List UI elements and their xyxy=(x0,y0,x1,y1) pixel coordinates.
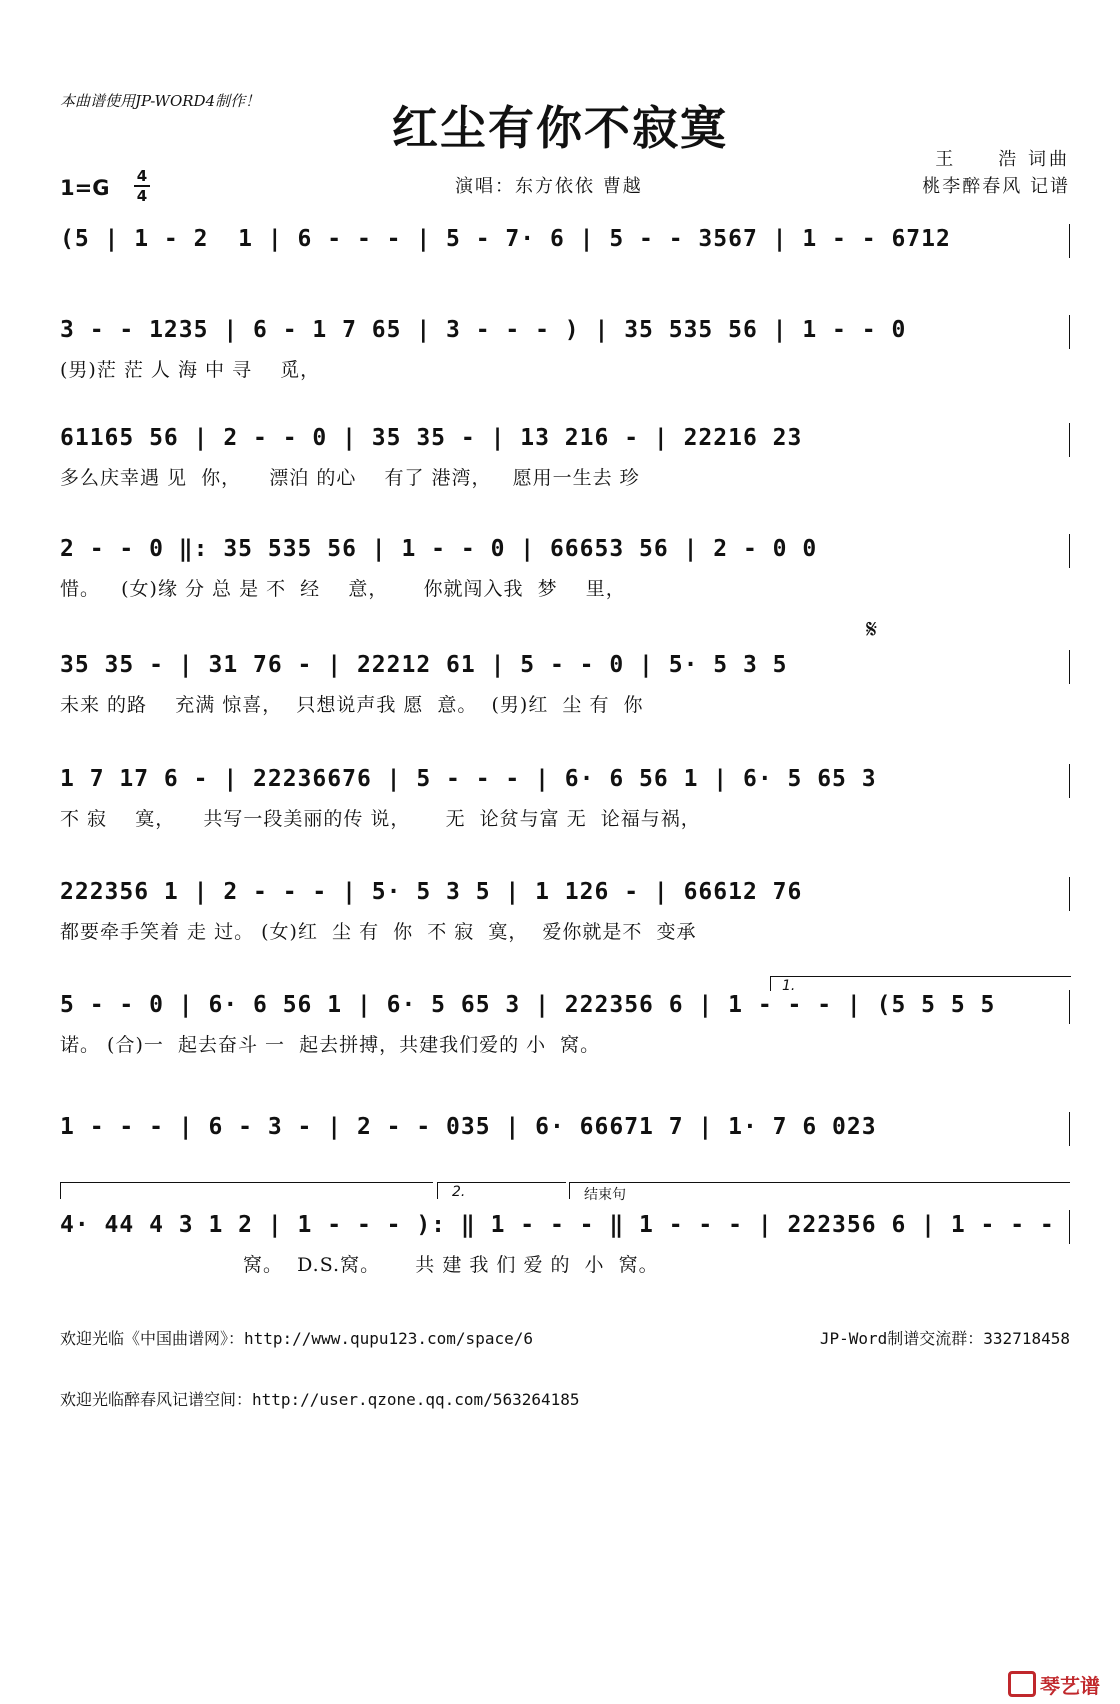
final-prev-bracket xyxy=(60,1182,433,1199)
lyrics-line: 惜。 (女)缘 分 总 是 不 经 意， 你就闯入我 梦 里， xyxy=(60,578,626,600)
key-signature: 1=G xyxy=(60,176,110,200)
notation-line: 5 - - 0 | 6· 6 56 1 | 6· 5 65 3 | 222356 6 | 1 - - - | (5 5 5 5 xyxy=(60,992,996,1018)
ending-bracket xyxy=(569,1182,1070,1199)
segno-sign: 𝄋 xyxy=(866,615,878,645)
notation-line: 35 35 - | 31 76 - | 22212 61 | 5 - - 0 | 5· 5 3 5 xyxy=(60,652,788,678)
end-barline xyxy=(1069,1210,1070,1244)
singer-credit: 演唱：东方依依 曹越 xyxy=(455,176,643,197)
end-barline xyxy=(1069,764,1070,798)
ending-label: 结束句 xyxy=(584,1187,626,1203)
notation-line: (5 | 1 - 2 1 | 6 - - - | 5 - 7· 6 | 5 - - 3567 | 1 - - 6712 xyxy=(60,226,951,252)
volta-1-label: 1. xyxy=(782,978,796,994)
end-barline xyxy=(1069,877,1070,911)
lyrics-line: 诺。 (合)一 起去奋斗 一 起去拼搏，共建我们爱的 小 窝。 xyxy=(60,1034,601,1056)
lyrics-line: 窝。 D.S.窝。 共 建 我 们 爱 的 小 窝。 xyxy=(60,1254,659,1276)
transcriber-credit: 桃李醉春风 记谱 xyxy=(922,176,1070,197)
watermark-icon xyxy=(1008,1671,1036,1697)
song-title: 红尘有你不寂寞 xyxy=(392,101,728,155)
footer-site-link: 欢迎光临《中国曲谱网》：http://www.qupu123.com/space/6 xyxy=(60,1329,533,1348)
notation-line: 4· 44 4 3 1 2 | 1 - - - ): ‖ 1 - - - ‖ 1 - - - | 222356 6 | 1 - - - xyxy=(60,1212,1055,1238)
notation-line: 61165 56 | 2 - - 0 | 35 35 - | 13 216 - | 22216 23 xyxy=(60,425,803,451)
lyrics-line: 不 寂 寞， 共写一段美丽的传 说， 无 论贫与富 无 论福与祸， xyxy=(60,808,701,830)
end-barline xyxy=(1069,315,1070,349)
end-barline xyxy=(1069,1112,1070,1146)
footer-qzone-link: 欢迎光临醉春风记谱空间：http://user.qzone.qq.com/563264185 xyxy=(60,1390,580,1409)
volta-2-label: 2. xyxy=(452,1184,466,1200)
volta-1-bracket xyxy=(770,976,1071,991)
time-signature-bottom: 4 xyxy=(136,187,148,205)
watermark-logo xyxy=(1008,1670,1100,1699)
notation-line: 222356 1 | 2 - - - | 5· 5 3 5 | 1 126 - | 66612 76 xyxy=(60,879,803,905)
end-barline xyxy=(1069,423,1070,457)
notation-line: 1 7 17 6 - | 22236676 | 5 - - - | 6· 6 56 1 | 6· 5 65 3 xyxy=(60,766,877,792)
time-signature xyxy=(134,168,150,204)
made-with-note: 本曲谱使用JP-WORD4制作！ xyxy=(60,92,261,110)
end-barline xyxy=(1069,224,1070,258)
end-barline xyxy=(1069,534,1070,568)
watermark-text: 琴艺谱 xyxy=(1040,1674,1100,1698)
lyrics-line: 未来 的路 充满 惊喜， 只想说声我 愿 意。 (男)红 尘 有 你 xyxy=(60,694,644,716)
footer-group: JP-Word制谱交流群：332718458 xyxy=(819,1329,1070,1348)
lyrics-line: (男)茫 茫 人 海 中 寻 觅， xyxy=(60,359,321,381)
notation-line: 2 - - 0 ‖: 35 535 56 | 1 - - 0 | 66653 56 | 2 - 0 0 xyxy=(60,536,818,562)
composer-credit: 王 浩 词曲 xyxy=(935,149,1070,170)
end-barline xyxy=(1069,650,1070,684)
notation-line: 3 - - 1235 | 6 - 1 7 65 | 3 - - - ) | 35 535 56 | 1 - - 0 xyxy=(60,317,907,343)
lyrics-line: 都要牵手笑着 走 过。 (女)红 尘 有 你 不 寂 寞， 爱你就是不 变承 xyxy=(60,921,697,943)
lyrics-line: 多么庆幸遇 见 你， 漂泊 的心 有了 港湾， 愿用一生去 珍 xyxy=(60,467,640,489)
end-barline xyxy=(1069,990,1070,1024)
time-signature-top: 4 xyxy=(136,167,148,185)
notation-line: 1 - - - | 6 - 3 - | 2 - - 035 | 6· 66671 7 | 1· 7 6 023 xyxy=(60,1114,877,1140)
